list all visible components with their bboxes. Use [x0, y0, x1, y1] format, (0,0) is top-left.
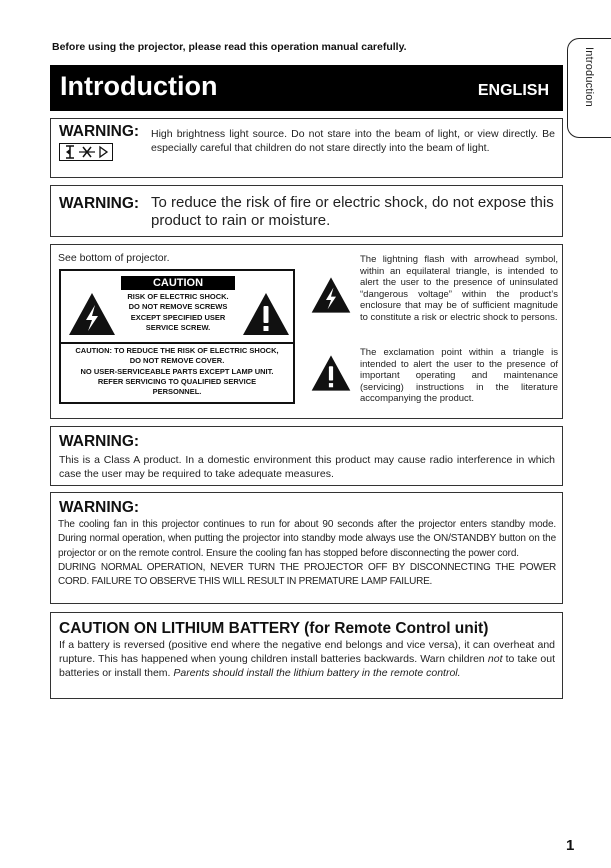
warning-label: WARNING:: [59, 123, 140, 140]
warning-class-a-text: This is a Class A product. In a domestic environment this product may cause radio interference in which case the user may be required to take adequate measures.: [59, 454, 555, 480]
battery-text-not: not: [487, 653, 503, 665]
warning-light-box: [50, 118, 563, 178]
section-tab-label: Introduction: [583, 47, 595, 107]
top-note: Before using the projector, please read this operation manual carefully.: [52, 41, 407, 53]
caution-bottom-line: PERSONNEL.: [152, 387, 202, 397]
warning-fire-box: [50, 185, 563, 237]
caution-line: EXCEPT SPECIFIED USER: [130, 312, 226, 322]
section-tab[interactable]: [567, 38, 611, 138]
lightning-triangle-icon: [67, 291, 117, 337]
battery-caution-title: CAUTION ON LITHIUM BATTERY (for Remote Control unit): [59, 620, 489, 637]
caution-line: SERVICE SCREW.: [145, 322, 211, 332]
warning-light-text: High brightness light source. Do not stare into the beam of light, or view directly. Be especially careful that children do not stare directly into the beam of light.: [151, 128, 555, 154]
beam-warning-icon: [59, 143, 113, 161]
caution-line: RISK OF ELECTRIC SHOCK.: [127, 292, 229, 301]
exclamation-description: The exclamation point within a triangle is intended to alert the user to the presence of important operating and maintenance (servicing) instructions in the literature accompanying the product.: [360, 347, 558, 404]
caution-bottom-line: NO USER-SERVICEABLE PARTS EXCEPT LAMP UNIT.: [80, 366, 274, 376]
battery-text-part2: to take out batteries or install them.: [59, 653, 556, 679]
battery-caution-box: [50, 612, 563, 699]
page-title: Introduction: [60, 71, 218, 101]
lightning-description: The lightning flash with arrowhead symbol, within an equilateral triangle, is intended to alert the user to the presence of uninsulated “dangerous voltage” within the product’s enclosure that may be of sufficient magnitude to constitute a risk or electric shock to persons.: [360, 254, 558, 323]
caution-label-panel: [59, 269, 295, 404]
exclamation-symbol-icon: [310, 353, 352, 393]
warning-fire-text: To reduce the risk of fire or electric shock, do not expose this product to rain or moisture.: [151, 194, 554, 229]
warning-cooling-fan-box: [50, 492, 563, 604]
warning-label: WARNING:: [59, 433, 140, 450]
battery-text-part1: If a battery is reversed (positive end where the negative end belongs and vice versa), it can overheat and rupture. This has happened when young children install batteries backwards. Warn children: [59, 639, 555, 665]
warning-label: WARNING:: [59, 195, 140, 212]
caution-symbols-box: [50, 244, 563, 419]
caution-bottom-line: REFER SERVICING TO QUALIFIED SERVICE: [97, 376, 257, 386]
warning-class-a-box: [50, 426, 563, 486]
page-header: [50, 65, 563, 111]
see-bottom-note: See bottom of projector.: [58, 252, 170, 264]
caution-divider: [61, 342, 293, 344]
lightning-symbol-icon: [310, 275, 352, 315]
language-label: ENGLISH: [477, 82, 549, 99]
caution-bottom-line: CAUTION: TO REDUCE THE RISK OF ELECTRIC SHOCK,: [75, 346, 279, 355]
page-number: 1: [566, 837, 575, 854]
battery-caution-text: [59, 638, 555, 680]
cooling-fan-caps-paragraph: DURING NORMAL OPERATION, NEVER TURN THE PROJECTOR OFF BY DISCONNECTING THE POWER CORD. FAILURE TO OBSERVE THIS WILL RESULT IN PREMATURE LAMP FAILURE.: [58, 561, 556, 588]
caution-bottom-block: [63, 346, 291, 397]
exclamation-triangle-icon: [241, 291, 291, 337]
warning-cooling-fan-text: [58, 518, 556, 589]
cooling-fan-paragraph: The cooling fan in this projector continues to run for about 90 seconds after the projector enters standby mode. During normal operation, when putting the projector into standby mode always use the ON/STANDBY button on the projector or on the remote control. Ensure the cooling fan has stopped before disconnecting the power cord.: [58, 519, 556, 559]
caution-center-block: [121, 276, 235, 333]
battery-text-italic: Parents should install the lithium battery in the remote control.: [173, 667, 461, 679]
warning-label: WARNING:: [59, 499, 140, 516]
caution-bottom-line: DO NOT REMOVE COVER.: [129, 356, 225, 366]
beam-hazard-icon: [62, 145, 110, 159]
caution-title: CAUTION: [121, 276, 235, 290]
caution-line: DO NOT REMOVE SCREWS: [128, 302, 228, 312]
